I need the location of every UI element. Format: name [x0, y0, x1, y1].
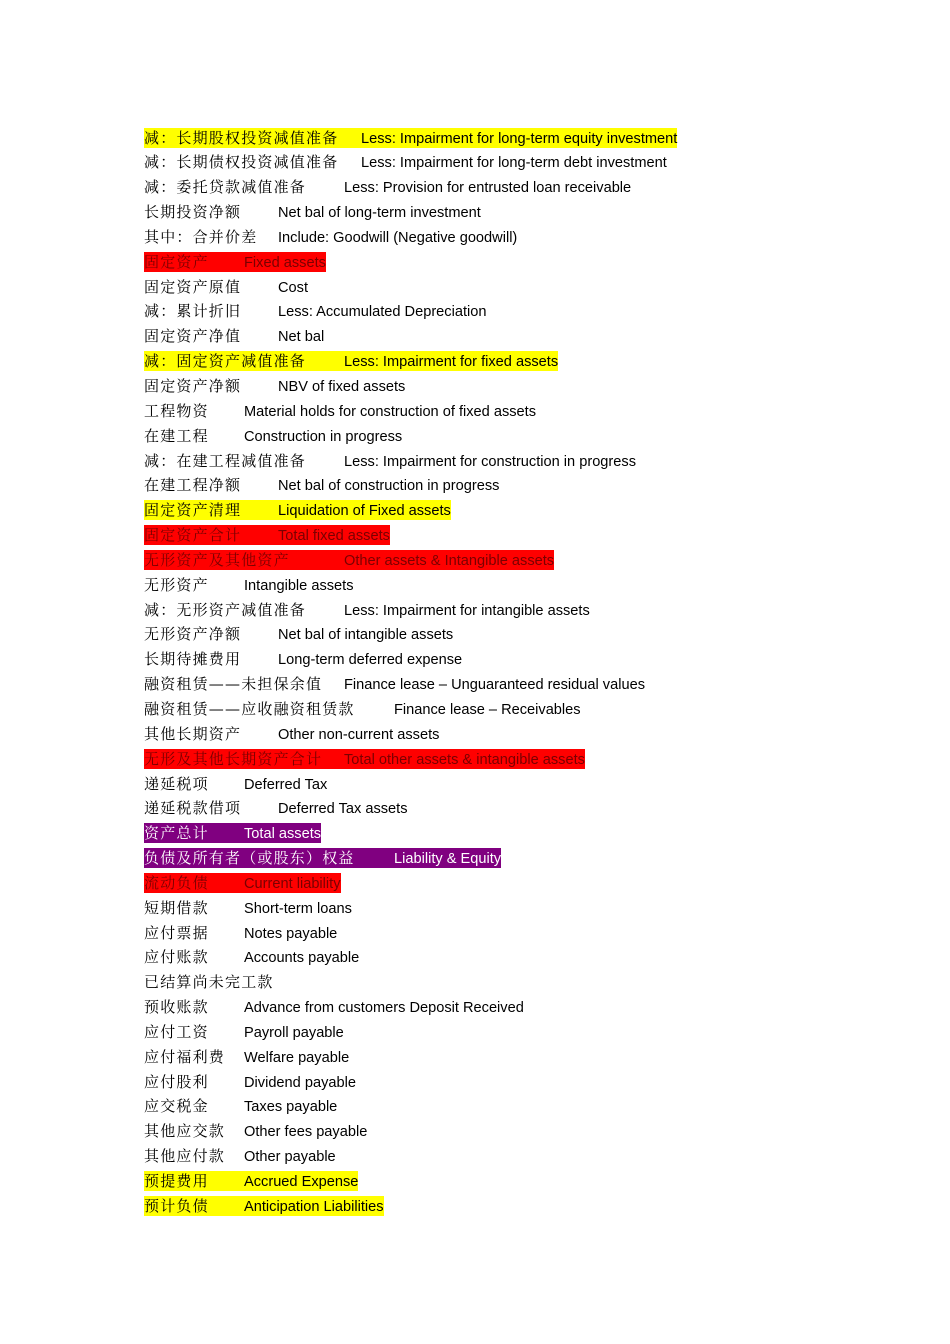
english-term: Net bal: [278, 329, 325, 346]
glossary-row: [144, 423, 844, 448]
chinese-term: 固定资产净值: [144, 327, 242, 346]
highlighted-entry: [144, 823, 321, 843]
chinese-term: 减：长期债权投资减值准备: [144, 153, 339, 172]
chinese-term: 减：长期股权投资减值准备: [144, 128, 339, 147]
english-term: Liquidation of Fixed assets: [278, 503, 451, 520]
glossary-row: [144, 995, 844, 1020]
entry: [144, 277, 308, 297]
english-term: Less: Impairment for fixed assets: [344, 354, 559, 371]
english-term: Payroll payable: [244, 1024, 344, 1041]
glossary-row: [144, 1044, 844, 1069]
chinese-term: 其他应付款: [144, 1147, 226, 1166]
highlighted-entry: [144, 351, 558, 371]
entry: [144, 997, 524, 1017]
english-term: Long-term deferred expense: [278, 652, 463, 669]
glossary-row: [144, 622, 844, 647]
entry: [144, 1047, 349, 1067]
english-term: Total assets: [244, 826, 322, 843]
chinese-term: 在建工程: [144, 426, 209, 445]
chinese-term: 固定资产清理: [144, 501, 242, 520]
glossary-row: [144, 1144, 844, 1169]
english-term: Total fixed assets: [278, 528, 390, 545]
highlighted-entry: [144, 848, 501, 868]
chinese-term: 负债及所有者（或股东）权益: [144, 849, 355, 868]
entry: [144, 1072, 356, 1092]
chinese-term: 固定资产: [144, 252, 209, 271]
chinese-term: 无形资产: [144, 575, 209, 594]
english-term: Liability & Equity: [394, 851, 502, 868]
glossary-row: [144, 324, 844, 349]
entry: [144, 426, 402, 446]
english-term: Material holds for construction of fixed assets: [244, 403, 537, 420]
entry: [144, 674, 645, 694]
glossary-row: [144, 845, 844, 870]
chinese-term: 长期待摊费用: [144, 650, 242, 669]
glossary-row: [144, 647, 844, 672]
chinese-term: 减：委托贷款减值准备: [144, 178, 307, 197]
english-term: Anticipation Liabilities: [244, 1198, 384, 1215]
entry: [144, 624, 453, 644]
chinese-term: 减：固定资产减值准备: [144, 352, 307, 371]
glossary-row: [144, 796, 844, 821]
highlighted-entry: [144, 873, 341, 893]
english-term: Include: Goodwill (Negative goodwill): [278, 229, 518, 246]
entry: [144, 923, 337, 943]
entry: [144, 1146, 336, 1166]
english-term: Less: Impairment for long-term equity investment: [361, 130, 678, 147]
highlighted-entry: [144, 1196, 384, 1216]
glossary-row: [144, 1119, 844, 1144]
english-term: Other assets & Intangible assets: [344, 552, 555, 569]
english-term: Other fees payable: [244, 1124, 368, 1141]
glossary-row: [144, 498, 844, 523]
entry: [144, 475, 499, 495]
glossary-row: [144, 771, 844, 796]
english-term: Less: Accumulated Depreciation: [278, 304, 487, 321]
english-term: Deferred Tax assets: [278, 801, 408, 818]
english-term: Less: Impairment for intangible assets: [344, 602, 590, 619]
glossary-row: [144, 597, 844, 622]
chinese-term: 资产总计: [144, 824, 209, 843]
english-term: Net bal of construction in progress: [278, 478, 500, 495]
entry: [144, 600, 590, 620]
glossary-row: [144, 746, 844, 771]
english-term: Notes payable: [244, 925, 338, 942]
english-term: NBV of fixed assets: [278, 379, 406, 395]
entry: [144, 177, 631, 197]
chinese-term: 预计负债: [144, 1196, 209, 1215]
english-term: Total other assets & intangible assets: [344, 751, 585, 768]
chinese-term: 减：在建工程减值准备: [144, 451, 307, 470]
chinese-term: 应付票据: [144, 923, 209, 942]
glossary-row: [144, 200, 844, 225]
chinese-term: 其他应交款: [144, 1122, 226, 1141]
entry: [144, 1096, 337, 1116]
entry: [144, 202, 481, 222]
glossary-row: [144, 721, 844, 746]
chinese-term: 应交税金: [144, 1097, 209, 1116]
english-term: Advance from customers Deposit Received: [244, 1000, 524, 1017]
english-term: Cost: [278, 279, 309, 296]
glossary-row: [144, 473, 844, 498]
glossary-list: [144, 125, 844, 1218]
glossary-row: [144, 895, 844, 920]
english-term: Deferred Tax: [244, 776, 328, 793]
highlighted-entry: [144, 252, 326, 272]
english-term: Less: Provision for entrusted loan receivable: [344, 180, 632, 197]
english-term: Welfare payable: [244, 1049, 350, 1066]
english-term: Finance lease – Receivables: [394, 701, 581, 718]
glossary-row: [144, 945, 844, 970]
glossary-row: [144, 249, 844, 274]
glossary-row: [144, 1193, 844, 1218]
chinese-term: 固定资产原值: [144, 277, 242, 296]
entry: [144, 152, 667, 172]
glossary-row: [144, 224, 844, 249]
glossary-row: [144, 696, 844, 721]
chinese-term: 递延税项: [144, 774, 209, 793]
chinese-term: 短期借款: [144, 898, 209, 917]
english-term: Accounts payable: [244, 950, 360, 967]
english-term: Construction in progress: [244, 428, 403, 445]
entry: [144, 947, 359, 967]
glossary-row: [144, 821, 844, 846]
chinese-term: 预收账款: [144, 998, 209, 1017]
chinese-term: 工程物资: [144, 401, 209, 420]
chinese-term: 固定资产合计: [144, 526, 242, 545]
glossary-row: [144, 870, 844, 895]
glossary-row: [144, 448, 844, 473]
glossary-row: [144, 672, 844, 697]
glossary-row: [144, 1069, 844, 1094]
glossary-row: [144, 373, 844, 398]
entry: [144, 724, 439, 744]
english-term: Less: Impairment for construction in progress: [344, 453, 636, 470]
english-term: Accrued Expense: [244, 1174, 359, 1190]
entry: [144, 774, 327, 794]
chinese-term: 融资租赁——未担保余值: [144, 675, 323, 694]
glossary-row: [144, 547, 844, 572]
english-term: Finance lease – Unguaranteed residual values: [344, 677, 645, 694]
entry: [144, 451, 636, 471]
entry: [144, 401, 536, 421]
english-term: Net bal of intangible assets: [278, 627, 454, 644]
entry: [144, 699, 581, 719]
english-term: Less: Impairment for long-term debt investment: [361, 155, 667, 172]
glossary-row: [144, 175, 844, 200]
chinese-term: 减：无形资产减值准备: [144, 600, 307, 619]
chinese-term: 其中：合并价差: [144, 227, 258, 246]
entry: [144, 1121, 367, 1141]
entry: [144, 376, 405, 396]
entry: [144, 972, 274, 992]
glossary-row: [144, 125, 844, 150]
glossary-row: [144, 349, 844, 374]
chinese-term: 流动负债: [144, 873, 209, 892]
english-term: Net bal of long-term investment: [278, 205, 481, 222]
glossary-row: [144, 1094, 844, 1119]
english-term: Other payable: [244, 1149, 336, 1166]
glossary-row: [144, 970, 844, 995]
highlighted-entry: [144, 1171, 358, 1191]
glossary-row: [144, 572, 844, 597]
chinese-term: 融资租赁——应收融资租赁款: [144, 699, 355, 718]
chinese-term: 应付股利: [144, 1072, 209, 1091]
chinese-term: 已结算尚未完工款: [144, 973, 274, 992]
chinese-term: 其他长期资产: [144, 724, 242, 743]
glossary-row: [144, 398, 844, 423]
chinese-term: 固定资产净额: [144, 377, 242, 395]
glossary-row: [144, 299, 844, 324]
glossary-row: [144, 1019, 844, 1044]
chinese-term: 无形资产及其他资产: [144, 550, 290, 569]
entry: [144, 227, 517, 247]
chinese-term: 无形资产净额: [144, 625, 242, 644]
entry: [144, 1022, 344, 1042]
highlighted-entry: [144, 128, 677, 148]
entry: [144, 301, 486, 321]
english-term: Dividend payable: [244, 1074, 356, 1091]
glossary-row: [144, 1168, 844, 1193]
chinese-term: 在建工程净额: [144, 476, 242, 495]
entry: [144, 326, 324, 346]
entry: [144, 798, 408, 818]
entry: [144, 898, 352, 918]
glossary-row: [144, 274, 844, 299]
chinese-term: 应付工资: [144, 1022, 209, 1041]
chinese-term: 减：累计折旧: [144, 302, 242, 321]
highlighted-entry: [144, 550, 554, 570]
chinese-term: 应付福利费: [144, 1047, 226, 1066]
english-term: Taxes payable: [244, 1099, 338, 1116]
chinese-term: 长期投资净额: [144, 203, 242, 222]
entry: [144, 575, 354, 595]
entry: [144, 649, 462, 669]
highlighted-entry: [144, 525, 390, 545]
chinese-term: 无形及其他长期资产合计: [144, 749, 323, 768]
english-term: Fixed assets: [244, 254, 326, 271]
english-term: Other non-current assets: [278, 726, 440, 743]
english-term: Intangible assets: [244, 577, 354, 594]
chinese-term: 应付账款: [144, 948, 209, 967]
english-term: Current liability: [244, 875, 341, 892]
chinese-term: 递延税款借项: [144, 799, 242, 818]
english-term: Short-term loans: [244, 900, 352, 917]
glossary-row: [144, 523, 844, 548]
glossary-row: [144, 920, 844, 945]
glossary-row: [144, 150, 844, 175]
highlighted-entry: [144, 500, 451, 520]
chinese-term: 预提费用: [144, 1172, 209, 1190]
highlighted-entry: [144, 749, 585, 769]
